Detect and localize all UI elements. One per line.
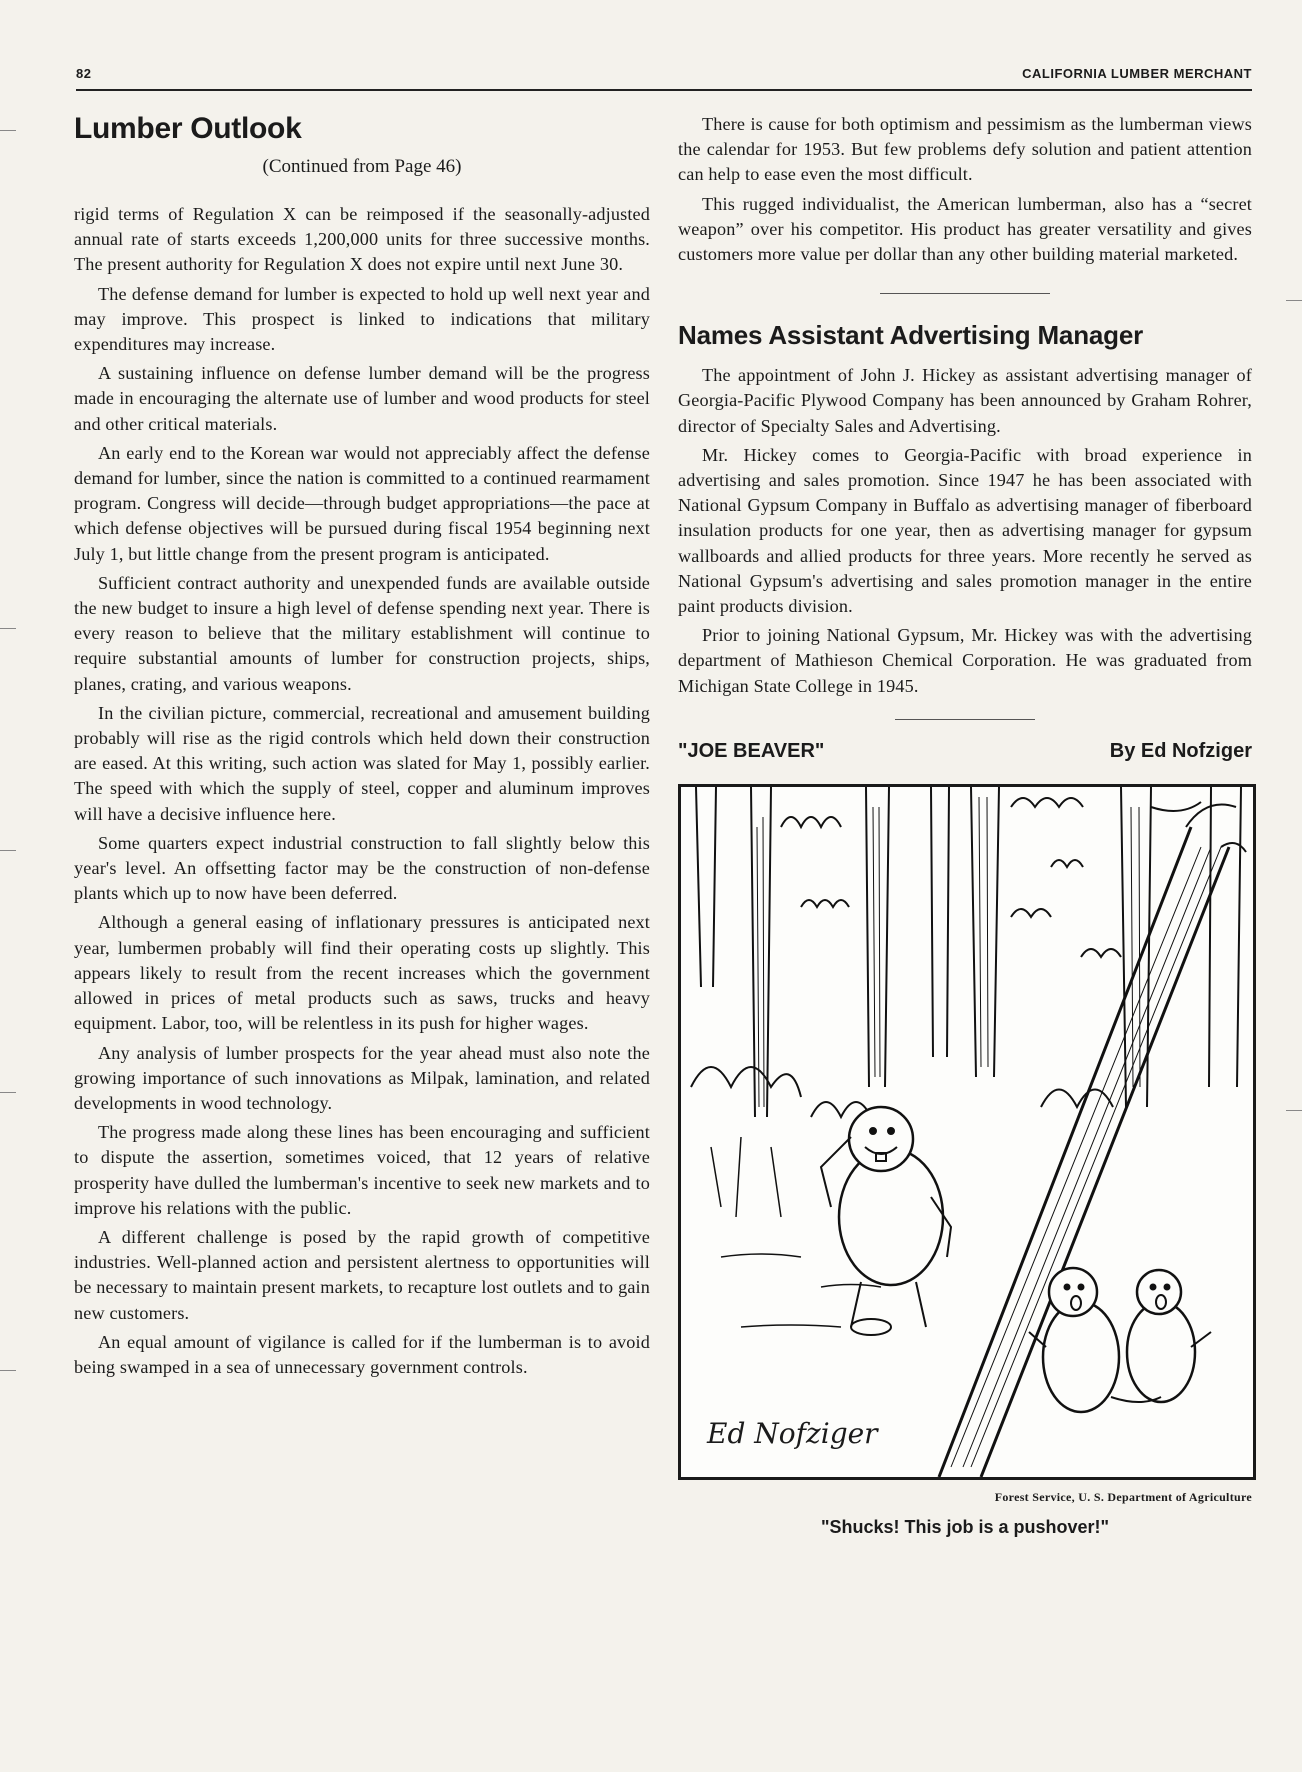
cartoon-credit: Forest Service, U. S. Department of Agriculture bbox=[994, 1489, 1252, 1504]
margin-mark bbox=[1286, 1110, 1302, 1111]
page-number: 82 bbox=[76, 66, 92, 81]
header-rule bbox=[76, 89, 1252, 91]
paragraph: A sustaining influence on defense lumber demand will be the progress made in encouraging the alternate use of lumber and wood products for steel and other critical materials. bbox=[74, 363, 650, 434]
cartoon-illustration bbox=[681, 787, 1253, 1477]
paragraph: The progress made along these lines has been encouraging and sufficient to dispute the assertion, sometimes voiced, that 12 years of relative prosperity have dulled the lumberman's incentive to seek new markets and to improve his relations with the public. bbox=[74, 1122, 650, 1218]
paragraph: rigid terms of Regulation X can be reimposed if the seasonally-adjusted annual rate of starts exceeds 1,200,000 units for three successive months. The present authority for Regulation X does not expire until next June 30. bbox=[74, 204, 650, 275]
paragraph: Mr. Hickey comes to Georgia-Pacific with broad experience in advertising and sales promotion. Since 1947 he has been associated with National Gypsum Company in Buffalo as advertising manager of fiberboard insulation products for one year, then as advertising manager for gypsum wallboards and allied products for three years. More recently he served as National Gypsum's advertising and sales promotion manager in the entire paint products division. bbox=[678, 444, 1252, 617]
section-divider bbox=[880, 293, 1050, 294]
paragraph: The appointment of John J. Hickey as assistant advertising manager of Georgia-Pacific Plywood Company has been announced by Graham Rohrer, director of Specialty Sales and Advertising. bbox=[678, 365, 1252, 436]
paragraph: Although a general easing of inflationary pressures is anticipated next year, lumbermen probably will find their operating costs up slightly. This appears likely to result from the recent increases which the government allowed in prices of metal products such as saws, trucks and heavy equipment. Labor, too, will be relentless in its push for higher wages. bbox=[74, 912, 650, 1034]
comic-byline: By Ed Nofziger bbox=[1109, 739, 1252, 762]
left-column bbox=[74, 112, 650, 1384]
comic-title: "JOE BEAVER" bbox=[678, 739, 825, 762]
margin-mark bbox=[1286, 300, 1302, 301]
comic-header bbox=[678, 740, 1252, 770]
cartoon-panel bbox=[678, 784, 1256, 1480]
continued-note: (Continued from Page 46) bbox=[262, 156, 462, 177]
paragraph: In the civilian picture, commercial, recreational and amusement building probably will rise as the rigid controls which held down their construction are eased. At this writing, such action was slated for May 1, possibly earlier. The speed with which the supply of steel, copper and aluminum improves will have a decisive influence here. bbox=[74, 702, 650, 824]
paragraph: Any analysis of lumber prospects for the year ahead must also note the growing importance of such innovations as Milpak, lamination, and related developments in wood technology. bbox=[74, 1042, 650, 1113]
artist-signature: Ed Nofziger bbox=[707, 1416, 878, 1450]
margin-mark bbox=[0, 1370, 16, 1371]
paragraph: This rugged individualist, the American lumberman, also has a “secret weapon” over his competitor. His product has greater versatility and gives customers more value per dollar than any other building material marketed. bbox=[678, 193, 1252, 265]
paragraph: An early end to the Korean war would not appreciably affect the defense demand for lumber, since the nation is committed to a continued rearmament program. Congress will decide—through budget appropriations—the pace at which defense objectives will be pursued during fiscal 1954 beginning next July 1, but little change from the present program is anticipated. bbox=[74, 442, 650, 564]
cartoon-caption: "Shucks! This job is a pushover!" bbox=[820, 1516, 1110, 1537]
paragraph: Sufficient contract authority and unexpended funds are available outside the new budget to insure a high level of defense spending next year. There is every reason to believe that the military establishment will continue to require substantial amounts of lumber for construction projects, ships, planes, crating, and various weapons. bbox=[74, 572, 650, 694]
margin-mark bbox=[0, 850, 16, 851]
paragraph: A different challenge is posed by the rapid growth of competitive industries. Well-planned action and persistent alertness to opportunities will be necessary to maintain present markets, to recapture lost outlets and to gain new customers. bbox=[74, 1226, 650, 1323]
section-divider bbox=[895, 719, 1035, 720]
paragraph: There is cause for both optimism and pessimism as the lumberman views the calendar for 1953. But few problems defy solution and patient attention can help to ease even the most difficult. bbox=[678, 114, 1252, 185]
publication-name: CALIFORNIA LUMBER MERCHANT bbox=[1022, 66, 1252, 81]
right-column bbox=[678, 112, 1252, 1538]
margin-mark bbox=[0, 1092, 16, 1093]
paragraph: Some quarters expect industrial construction to fall slightly below this year's level. An offsetting factor may be the construction of non-defense plants which up to now have been deferred. bbox=[74, 832, 650, 904]
paragraph: An equal amount of vigilance is called for if the lumberman is to avoid being swamped in a sea of unnecessary government controls. bbox=[74, 1331, 650, 1377]
article-title: Lumber Outlook bbox=[74, 112, 302, 145]
margin-mark bbox=[0, 130, 16, 131]
paragraph: The defense demand for lumber is expected to hold up well next year and may improve. This prospect is linked to indications that military expenditures may increase. bbox=[74, 283, 650, 355]
paragraph: Prior to joining National Gypsum, Mr. Hickey was with the advertising department of Mathieson Chemical Corporation. He was graduated from Michigan State College in 1945. bbox=[678, 625, 1252, 696]
appointment-title: Names Assistant Advertising Manager bbox=[678, 320, 1143, 351]
running-header bbox=[76, 66, 1252, 88]
margin-mark bbox=[0, 628, 16, 629]
